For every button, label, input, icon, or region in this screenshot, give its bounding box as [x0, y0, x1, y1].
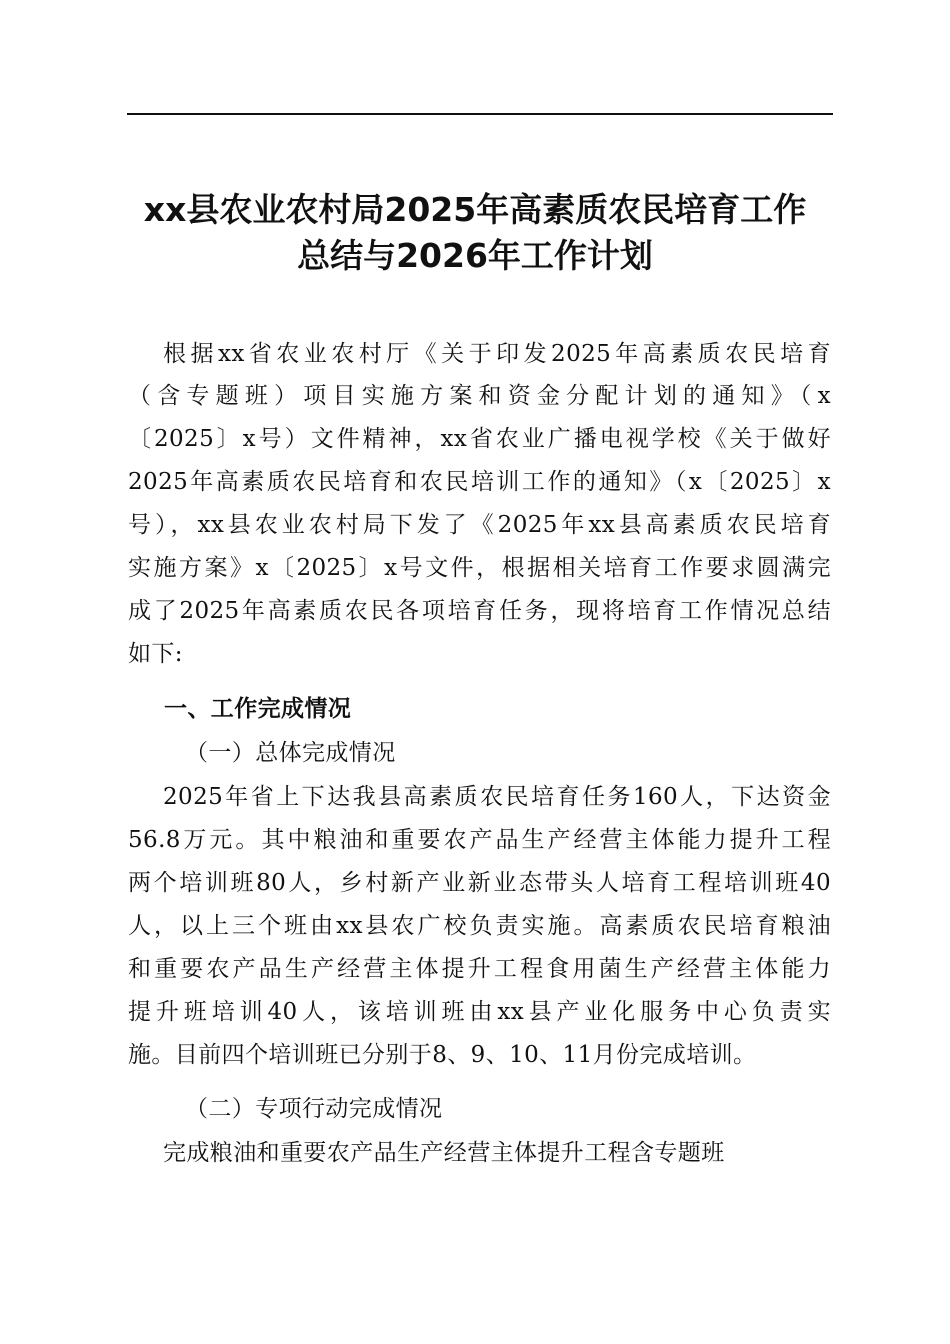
body-line: 施。目前四个培训班已分别于8、9、10、11月份完成培训。	[128, 1042, 757, 1068]
body-line: 完成粮油和重要农产品生产经营主体提升工程含专题班	[163, 1140, 725, 1166]
body-line: 两个培训班80人，乡村新产业新业态带头人培育工程培训班40	[128, 870, 831, 896]
intro-line: 根据xx省农业农村厅《关于印发2025年高素质农民培育	[163, 341, 831, 367]
intro-line: 如下:	[128, 641, 183, 667]
body-line: 和重要农产品生产经营主体提升工程食用菌生产经营主体能力	[128, 956, 831, 982]
intro-line: 成了2025年高素质农民各项培育任务，现将培育工作情况总结	[128, 598, 831, 624]
body-line: 人，以上三个班由xx县农广校负责实施。高素质农民培育粮油	[128, 913, 831, 939]
body-line: 2025年省上下达我县高素质农民培育任务160人，下达资金	[163, 784, 831, 810]
subsection-heading-special-actions: （二）专项行动完成情况	[185, 1096, 443, 1122]
body-line: 56.8万元。其中粮油和重要农产品生产经营主体能力提升工程	[128, 827, 831, 853]
body-line: 提升班培训40人，该培训班由xx县产业化服务中心负责实	[128, 999, 831, 1025]
intro-line: 〔2025〕x号）文件精神，xx省农业广播电视学校《关于做好	[128, 426, 831, 452]
intro-line: 号），xx县农业农村局下发了《2025年xx县高素质农民培育	[128, 512, 831, 538]
document-title-line-2: 总结与2026年工作计划	[297, 236, 653, 275]
intro-line: 实施方案》x〔2025〕x号文件，根据相关培育工作要求圆满完	[128, 555, 831, 581]
intro-line: 2025年高素质农民培育和农民培训工作的通知》（x〔2025〕x	[128, 469, 831, 495]
subsection-heading-overall: （一）总体完成情况	[185, 740, 396, 766]
header-rule	[127, 113, 833, 115]
document-title-line-1: xx县农业农村局2025年高素质农民培育工作	[143, 190, 807, 229]
intro-line: （含专题班）项目实施方案和资金分配计划的通知》（x	[128, 383, 831, 409]
section-heading-work-completion: 一、工作完成情况	[164, 696, 352, 722]
